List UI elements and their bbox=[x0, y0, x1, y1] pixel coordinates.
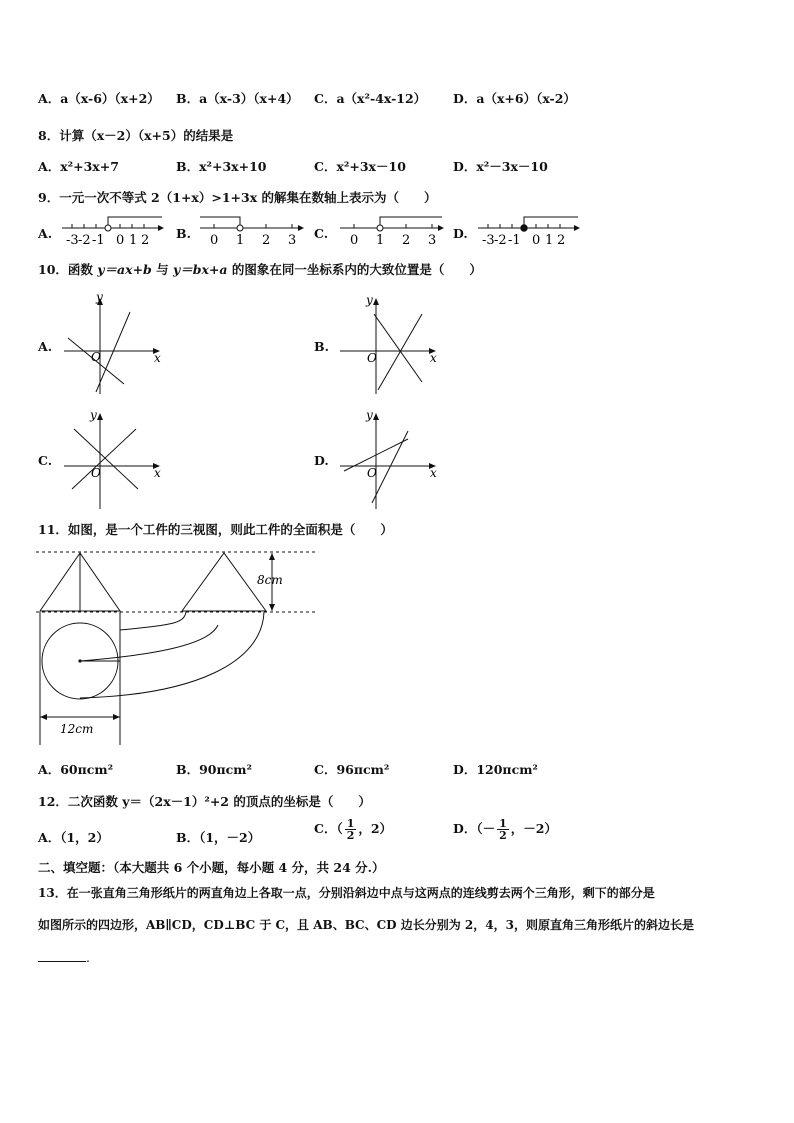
q10-option-b-letter: B. bbox=[314, 339, 329, 354]
q8-option-d: D．x²－3x－10 bbox=[453, 159, 548, 174]
q13-answer-blank bbox=[38, 961, 86, 962]
q9b-tick-3: 2 bbox=[262, 233, 271, 248]
q9d-tick-2: -2 bbox=[494, 233, 507, 248]
q10-graph-c bbox=[60, 405, 165, 513]
q11-stem: 11．如图，是一个工件的三视图，则此工件的全面积是（ ） bbox=[38, 522, 393, 537]
q9d-tick-5: 1 bbox=[545, 233, 554, 248]
svg-text:x: x bbox=[154, 351, 161, 365]
q11-option-b: B．90πcm² bbox=[176, 762, 252, 777]
q9a-tick-1: -3 bbox=[66, 233, 79, 248]
q10-graph-d bbox=[336, 405, 441, 513]
q12-option-d: D．（－ $\frac{1}{2}$ ，－2） bbox=[453, 817, 557, 842]
q12-stem: 12．二次函数 y＝（2x－1）²+2 的顶点的坐标是（ ） bbox=[38, 794, 371, 809]
section-title-fill-in: 二、填空题：（本大题共 6 个小题，每小题 4 分，共 24 分.） bbox=[38, 860, 385, 875]
q8-option-b: B．x²+3x+10 bbox=[176, 159, 267, 174]
q7-option-b: B．a（x-3）（x+4） bbox=[176, 91, 299, 106]
q9-number-line-c bbox=[336, 214, 448, 248]
svg-text:x: x bbox=[154, 466, 161, 480]
svg-text:O: O bbox=[367, 351, 377, 365]
q13-line1: 13．在一张直角三角形纸片的两直角边上各取一点，分别沿斜边中点与这两点的连线剪去两个三角形，剩下的部分是 bbox=[38, 886, 655, 900]
q10-option-a-letter: A. bbox=[38, 339, 53, 354]
q8-option-c: C．x²+3x－10 bbox=[314, 159, 406, 174]
q11-width-label: 12cm bbox=[60, 722, 94, 736]
q9b-tick-4: 3 bbox=[288, 233, 297, 248]
q11-option-d: D．120πcm² bbox=[453, 762, 538, 777]
svg-text:x: x bbox=[430, 351, 437, 365]
q9c-tick-2: 1 bbox=[376, 233, 385, 248]
q13-answer-line: . bbox=[38, 950, 90, 965]
svg-text:y: y bbox=[96, 290, 103, 304]
q12-option-a: A．（1，2） bbox=[38, 830, 109, 845]
q9d-tick-6: 2 bbox=[557, 233, 566, 248]
q10-option-c-letter: C. bbox=[38, 453, 53, 468]
q7-option-a: A．a（x-6）（x+2） bbox=[38, 91, 160, 106]
svg-text:y: y bbox=[366, 293, 373, 307]
q9c-tick-3: 2 bbox=[402, 233, 411, 248]
q9b-tick-2: 1 bbox=[236, 233, 245, 248]
q9a-tick-2: -2 bbox=[78, 233, 91, 248]
q11-option-a: A．60πcm² bbox=[38, 762, 114, 777]
q11-option-c: C．96πcm² bbox=[314, 762, 390, 777]
q9d-tick-3: -1 bbox=[508, 233, 521, 248]
q9b-tick-1: 0 bbox=[210, 233, 219, 248]
q11-three-view-figure bbox=[34, 545, 324, 750]
q9d-tick-1: -3 bbox=[482, 233, 495, 248]
q9-number-line-a bbox=[58, 214, 168, 248]
q9-number-line-b bbox=[196, 214, 308, 248]
q12-d-fraction: $\frac{1}{2}$ bbox=[499, 817, 507, 842]
svg-text:y: y bbox=[90, 408, 97, 422]
svg-text:y: y bbox=[366, 408, 373, 422]
q12-c-fraction: $\frac{1}{2}$ bbox=[346, 817, 355, 842]
q9c-tick-4: 3 bbox=[428, 233, 437, 248]
svg-text:O: O bbox=[91, 350, 101, 364]
q9-option-c-letter: C. bbox=[314, 226, 329, 241]
q9-option-a-letter: A. bbox=[38, 226, 53, 241]
q9d-tick-4: 0 bbox=[532, 233, 541, 248]
svg-text:x: x bbox=[430, 466, 437, 480]
q9c-tick-1: 0 bbox=[350, 233, 359, 248]
q9a-tick-4: 0 bbox=[116, 233, 125, 248]
q8-stem: 8．计算（x－2）（x+5）的结果是 bbox=[38, 128, 234, 143]
q10-option-d-letter: D. bbox=[314, 453, 329, 468]
q8-option-a: A．x²+3x+7 bbox=[38, 159, 119, 174]
q9a-tick-5: 1 bbox=[129, 233, 138, 248]
q9-number-line-d bbox=[474, 214, 586, 248]
q9-stem: 9．一元一次不等式 2（1+x）>1+3x 的解集在数轴上表示为（ ） bbox=[38, 190, 437, 205]
svg-text:O: O bbox=[91, 466, 101, 480]
svg-text:O: O bbox=[367, 466, 377, 480]
q7-option-d: D．a（x+6）（x-2） bbox=[453, 91, 576, 106]
q12-option-b: B．（1，－2） bbox=[176, 830, 261, 845]
q9-option-d-letter: D. bbox=[453, 226, 468, 241]
q9-option-b-letter: B. bbox=[176, 226, 191, 241]
q9a-tick-3: -1 bbox=[92, 233, 105, 248]
q10-stem: 10．函数 y＝ax+b 与 y＝bx+a 的图象在同一坐标系内的大致位置是（ ） bbox=[38, 262, 482, 277]
q12-option-c: C．（ $\frac{1}{2}$ ，2） bbox=[314, 817, 393, 842]
q11-height-label: 8cm bbox=[257, 573, 283, 587]
q10-graph-b bbox=[336, 290, 441, 398]
q13-line2: 如图所示的四边形，AB∥CD，CD⊥BC 于 C，且 AB、BC、CD 边长分别为 2，4，3，则原直角三角形纸片的斜边长是 bbox=[38, 918, 694, 932]
q10-graph-a bbox=[60, 290, 165, 398]
q9a-tick-6: 2 bbox=[141, 233, 150, 248]
q7-option-c: C．a（x²-4x-12） bbox=[314, 91, 427, 106]
